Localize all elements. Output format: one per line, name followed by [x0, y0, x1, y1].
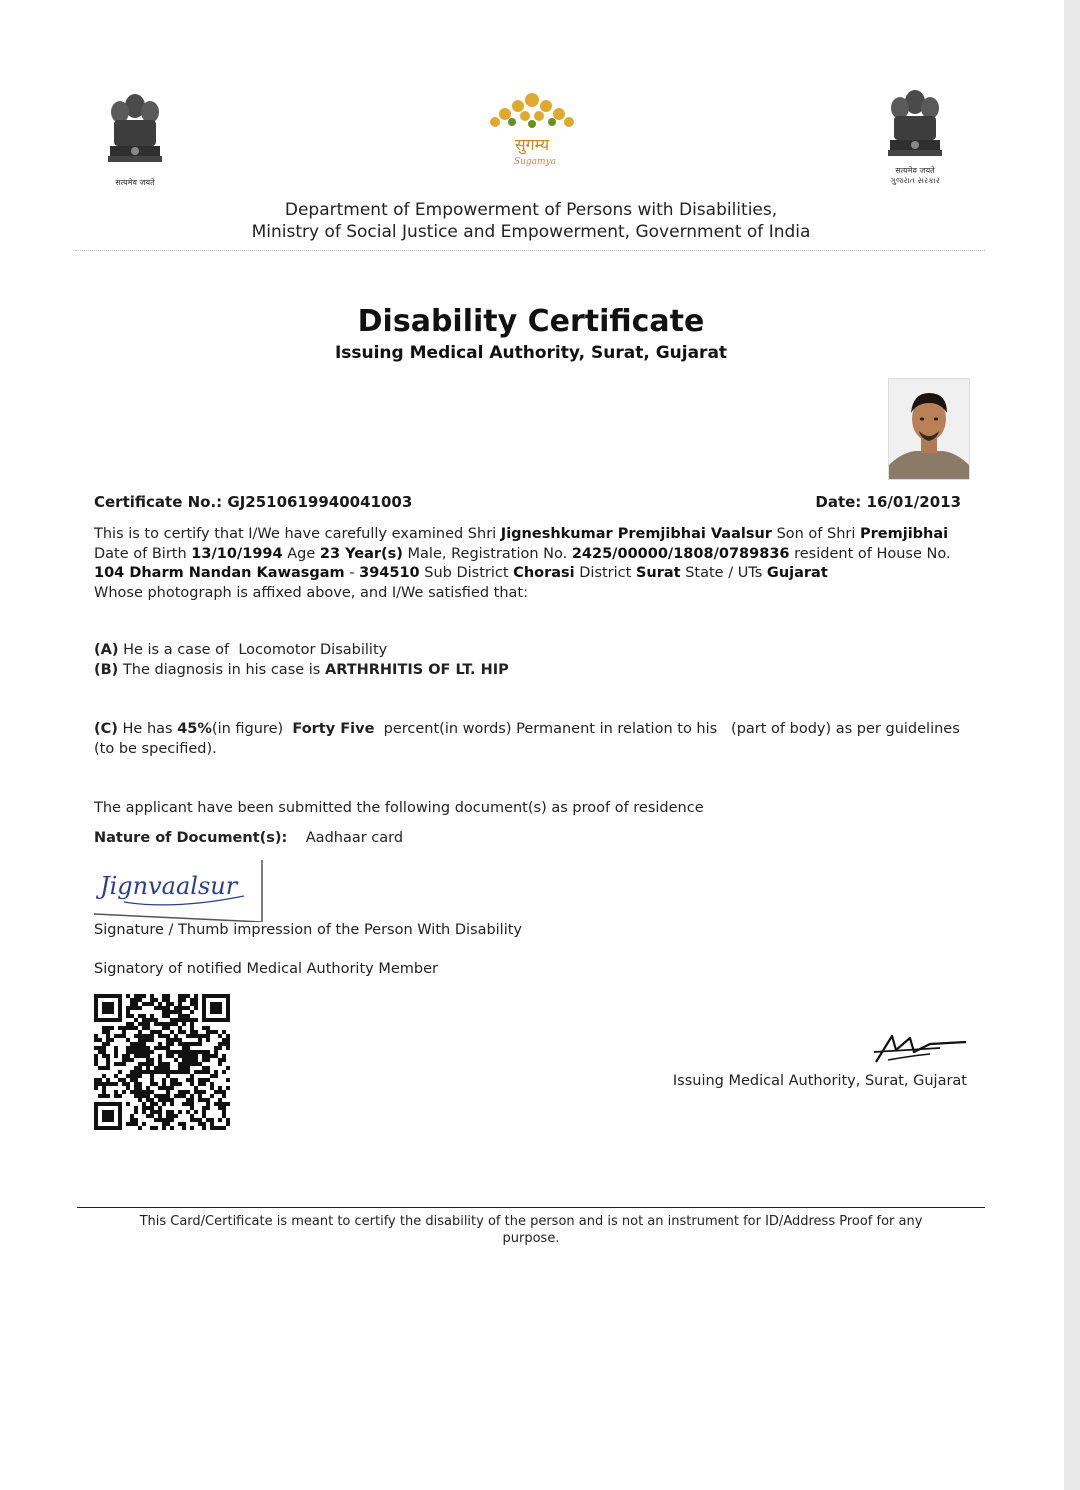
age-label: Age — [287, 545, 316, 562]
state-label: State / UTs — [685, 565, 763, 581]
emblem-caption: सत्यमेव जयते — [895, 166, 935, 175]
certification-paragraph — [94, 525, 969, 603]
sugamya-tree-icon — [485, 88, 580, 172]
document-nature-value: Aadhaar card — [305, 830, 404, 846]
subdistrict-label: Sub District — [424, 565, 509, 581]
applicant-signature-caption: Signature / Thumb impression of the Person With Disability — [94, 922, 523, 938]
page-edge — [1064, 0, 1080, 1490]
sugamya-logo — [485, 88, 580, 172]
signatory-caption: Signatory of notified Medical Authority Member — [94, 961, 438, 977]
clause-c-label: (C) — [94, 721, 118, 737]
subdistrict-value: Chorasi — [513, 565, 575, 581]
para-line-2 — [94, 545, 969, 565]
para-line-4: Whose photograph is affixed above, and I/We satisfied that: — [94, 584, 528, 601]
resident-text: resident of House No. — [794, 545, 951, 562]
emblem-caption-state: ગુજરાત સરકાર — [890, 176, 940, 185]
department-line-2: Ministry of Social Justice and Empowerment, Government of India — [251, 222, 811, 242]
emblem-caption: सत्यमेव जयते — [115, 178, 155, 187]
pincode-value: 394510 — [359, 565, 420, 581]
footer-line-2: purpose. — [502, 1231, 560, 1246]
department-line-1: Department of Empowerment of Persons with Disabilities, — [284, 200, 778, 220]
documents-submitted-line: The applicant have been submitted the following document(s) as proof of residence — [94, 800, 704, 816]
qr-code — [94, 994, 230, 1130]
in-figure-text: (in figure) — [211, 721, 284, 737]
national-emblem-left — [100, 86, 170, 188]
header-divider — [75, 250, 985, 251]
para-line-3 — [94, 564, 969, 584]
ashoka-emblem-icon — [880, 86, 950, 166]
signature-image — [94, 860, 264, 922]
footer-divider — [77, 1207, 985, 1208]
diagnosis-value: ARTHRHITIS OF LT. HIP — [324, 662, 509, 678]
authority-signature — [870, 1030, 970, 1068]
qr-code-icon — [94, 994, 230, 1130]
authority-signature-image — [870, 1030, 970, 1068]
national-emblem-right — [880, 86, 950, 186]
son-of-text: Son of Shri — [776, 526, 856, 542]
clause-c — [94, 721, 960, 737]
state-value: Gujarat — [766, 565, 828, 581]
dob-value: 13/10/1994 — [191, 545, 283, 562]
page-title: Disability Certificate — [357, 304, 705, 339]
clause-a-label: (A) — [94, 642, 119, 658]
footer-line-1: This Card/Certificate is meant to certify the disability of the person and is not an instrument for ID/Address Proof for any — [139, 1214, 923, 1229]
applicant-signature — [94, 860, 264, 922]
guidelines-text: (part of body) as per guidelines — [731, 721, 960, 737]
father-name: Premjibhai — [860, 526, 949, 542]
disability-type: Locomotor Disability — [238, 642, 388, 658]
certificate-number — [94, 493, 412, 511]
clause-b-text: The diagnosis in his case is — [122, 662, 321, 678]
district-value: Surat — [635, 565, 681, 581]
certificate-date-label: Date: — [815, 493, 862, 511]
logo-text: सुगम्य — [514, 135, 550, 154]
district-label: District — [579, 565, 632, 581]
in-words-text: percent(in words) Permanent in relation to his — [383, 721, 718, 737]
document-nature — [94, 830, 403, 846]
logo-subtext: Sugamya — [513, 157, 557, 167]
certificate-number-value: GJ2510619940041003 — [227, 493, 413, 511]
page-subtitle: Issuing Medical Authority, Surat, Gujarat — [334, 343, 728, 363]
address-dash: - — [349, 565, 355, 581]
gender-registration-text: Male, Registration No. — [407, 545, 568, 562]
dob-label: Date of Birth — [94, 545, 187, 562]
footer-disclaimer — [77, 1213, 985, 1247]
certificate-date — [815, 493, 961, 511]
registration-number: 2425/00000/1808/0789836 — [571, 545, 790, 562]
person-photo-icon — [889, 379, 969, 479]
document-nature-label: Nature of Document(s): — [94, 830, 288, 846]
applicant-photo — [888, 378, 970, 480]
applicant-signature-text: Jignvaalsur — [100, 872, 238, 900]
disability-percent-words: Forty Five — [292, 721, 375, 737]
clause-b — [94, 662, 509, 678]
clause-c-continued: (to be specified). — [94, 741, 217, 757]
authority-caption: Issuing Medical Authority, Surat, Gujarat — [672, 1073, 967, 1089]
disability-percent: 45% — [177, 721, 212, 737]
applicant-name: Jigneshkumar Premjibhai Vaalsur — [500, 526, 772, 542]
ashoka-emblem-icon — [100, 86, 170, 178]
certificate-number-label: Certificate No.: — [94, 493, 223, 511]
certificate-date-value: 16/01/2013 — [866, 493, 961, 511]
address-value: 104 Dharm Nandan Kawasgam — [94, 565, 345, 581]
clause-b-label: (B) — [94, 662, 119, 678]
clause-a-text: He is a case of — [123, 642, 230, 658]
clause-a — [94, 642, 387, 658]
para-line-1 — [94, 525, 969, 545]
intro-text: This is to certify that I/We have carefully examined Shri — [94, 526, 497, 542]
clause-c-text: He has — [122, 721, 173, 737]
age-value: 23 Year(s) — [319, 545, 403, 562]
